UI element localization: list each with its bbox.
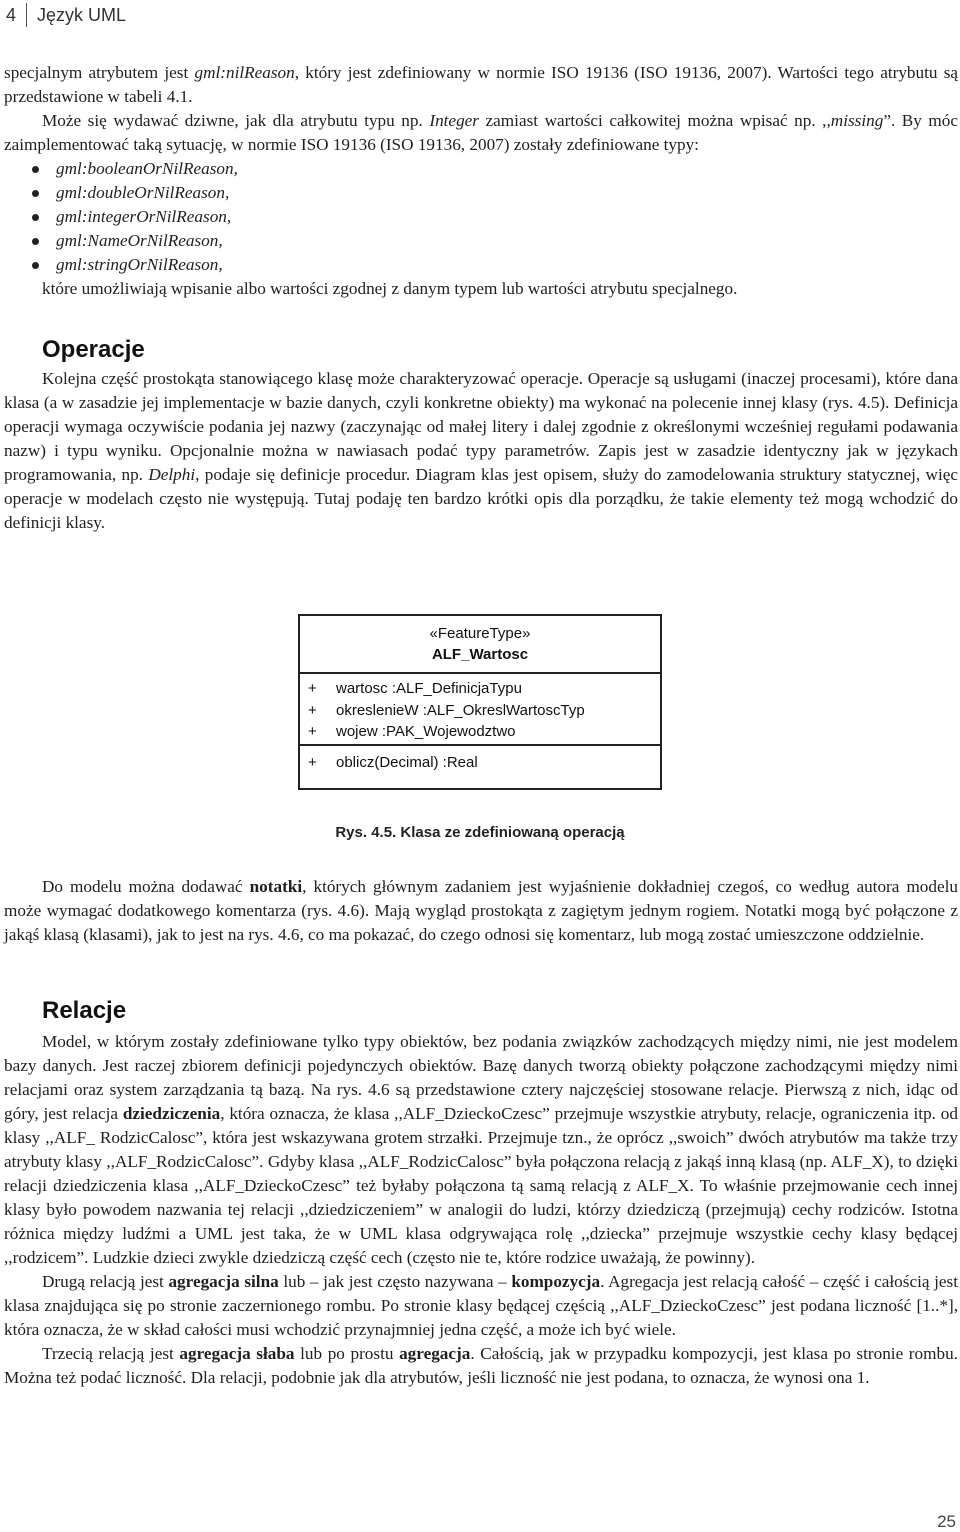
bold-term: agregacja <box>399 1344 471 1363</box>
uml-class-header <box>300 616 660 674</box>
section-heading-relacje: Relacje <box>42 997 127 1024</box>
uml-attributes <box>300 674 660 746</box>
bold-term: agregacja silna <box>168 1272 279 1291</box>
footer-page-number: 25 <box>937 1512 956 1531</box>
inline-term: Delphi <box>148 465 196 484</box>
paragraph: specjalnym atrybutem jest gml:nilReason, który jest zdefiniowany w normie ISO 19136 (ISO 19136, 2007). Wartości tego atrybutu są przedstawione w tabeli 4.1. <box>4 63 959 106</box>
uml-class-name: ALF_Wartosc <box>431 646 529 663</box>
notatki-section <box>4 875 958 947</box>
uml-stereotype: «FeatureType» <box>429 625 531 642</box>
inline-term: missing <box>830 111 884 130</box>
type-list <box>4 157 958 277</box>
inline-term: gml:nilReason <box>194 63 295 82</box>
figure-caption: Rys. 4.5. Klasa ze zdefiniowaną operacją <box>335 824 625 841</box>
list-item: gml:booleanOrNilReason, <box>32 157 958 181</box>
list-item: gml:integerOrNilReason, <box>32 205 958 229</box>
uml-operation-row <box>300 752 660 774</box>
paragraph: Trzecią relacją jest agregacja słaba lub po prostu agregacja. Całością, jak w przypadku kompozycji, jest klasa po stronie rombu. Można też podać liczność. Dla relacji, podobnie jak dla atrybutów, jeśli liczność nie jest podana, to oznacza, że wynosi ona 1. <box>4 1344 958 1387</box>
operacje-section <box>4 367 958 535</box>
uml-attribute-row <box>300 721 660 743</box>
header-chapter-title: Język UML <box>37 4 127 25</box>
header-page-number: 4 <box>6 4 17 25</box>
visibility-marker: + <box>308 701 317 719</box>
bold-term: notatki <box>249 877 303 896</box>
bold-term: kompozycja <box>511 1272 601 1291</box>
list-item: gml:doubleOrNilReason, <box>32 181 958 205</box>
attribute-text: okreslenieW :ALF_OkreslWartoscTyp <box>336 701 585 719</box>
uml-attribute-row <box>300 678 660 700</box>
bold-term: dziedziczenia <box>122 1104 221 1123</box>
list-item: gml:NameOrNilReason, <box>32 229 958 253</box>
paragraph: które umożliwiają wpisanie albo wartości zgodnej z danym typem lub wartości atrybutu specjalnego. <box>42 279 738 298</box>
attribute-text: wojew :PAK_Wojewodztwo <box>336 723 516 740</box>
attribute-text: wartosc :ALF_DefinicjaTypu <box>336 680 522 697</box>
uml-class-box <box>298 614 662 790</box>
bold-term: agregacja słaba <box>179 1344 295 1363</box>
uml-attribute-row <box>300 700 660 722</box>
header-divider <box>26 3 27 27</box>
relacje-section <box>4 1030 958 1390</box>
section-heading-operacje: Operacje <box>42 336 145 363</box>
paragraph: Model, w którym zostały zdefiniowane tylko typy obiektów, bez podania związków zachodzących między nimi, nie jest modelem bazy danych. Jest raczej zbiorem definicji pojedynczych obiektów. Bazę danych tworzą obiekty połączone zachodzącymi między nimi relacjami oraz system zarządzania tą bazą. Na rys. 4.6 są przedstawione cztery najczęściej stosowane relacje. Pierwszą z nich, idąc od góry, jest relacja dziedziczenia, która oznacza, że klasa ,,ALF_DzieckoCzesc” przejmuje wszystkie atrybuty, relacje, ograniczenia itp. od klasy ,,ALF_ RodzicCalosc”, która jest wskazywana grotem strzałki. Przejmuje tzn., że oprócz ,,swoich” dwóch atrybutów ma także trzy atrybuty klasy ,,ALF_RodzicCalosc”. Gdyby klasa ,,ALF_RodzicCalosc” była połączona relacją z jakąś inną klasą (np. ALF_X), to dzięki relacji dziedziczenia klasa ,,ALF_DzieckoCzesc” też byłaby połączona tą samą relacją z ALF_X. To właśnie przejmowanie cech innej klasy było powodem nazwania tej relacji ,,dziedziczeniem” w analogii do ludzi, którzy dziedziczą (przejmują) cechy rodziców. Istotna różnica między ludźmi a UML jest taka, że w UML klasa odgrywająca rolę ,,dziecka” przejmuje wszystkie cechy klasy będącej ,,rodzicem”. Ludzkie dzieci zwykle dziedziczą część cech (często nie te, które rodzice uważają, że powinny). <box>4 1032 958 1267</box>
paragraph: Może się wydawać dziwne, jak dla atrybutu typu np. Integer zamiast wartości całkowitej można wpisać np. ,,missing”. By móc zaimplementować taką sytuację, w normie ISO 19136 (ISO 19136, 2007) zostały zdefiniowane typy: <box>4 111 958 154</box>
paragraph: Kolejna część prostokąta stanowiącego klasę może charakteryzować operacje. Operacje są usługami (inaczej procesami), które dana klasa (a w zasadzie jej implementacje w bazie danych, czyli konkretne obiekty) ma wykonać na polecenie innej klasy (rys. 4.5). Definicja operacji wymaga oczywiście podania jej nazwy (zaczynając od małej litery i dalej zgodnie z określonymi wcześniej regułami podawania nazw) i typu wyniku. Opcjonalnie można w nawiasach podać typy parametrów. Zapis jest w zasadzie identyczny jak w językach programowania, np. Delphi, podaje się definicje procedur. Diagram klas jest opisem, służy do zamodelowania struktury statycznej, więc operacje w modelach często nie występują. Tutaj podaję ten bardzo krótki opis dla porządku, że takie elementy też mogą wchodzić do definicji klasy. <box>4 369 958 532</box>
running-header <box>6 2 126 28</box>
visibility-marker: + <box>308 723 317 740</box>
paragraph: Do modelu można dodawać notatki, których głównym zadaniem jest wyjaśnienie dokładniej czegoś, co według autora modelu może wymagać dodatkowego komentarza (rys. 4.6). Mają wygląd prostokąta z zagiętym jednym rogiem. Notatki mogą być połączone z jakąś klasą (klasami), jak to jest na rys. 4.6, co ma pokazać, do czego odnosi się komentarz, lub mogą zostać umieszczone oddzielnie. <box>4 877 958 944</box>
list-item: gml:stringOrNilReason, <box>32 253 958 277</box>
visibility-marker: + <box>308 680 317 697</box>
visibility-marker: + <box>308 754 317 771</box>
intro-section <box>4 61 958 301</box>
uml-operations <box>300 746 660 774</box>
inline-term: Integer <box>429 111 479 130</box>
operation-text: oblicz(Decimal) :Real <box>336 754 478 771</box>
paragraph: Drugą relacją jest agregacja silna lub – jak jest często nazywana – kompozycja. Agregacja jest relacją całość – część i całością jest klasa znajdująca się po stronie zaczernionego rombu. Po stronie klasy będącej częścią ,,ALF_DzieckoCzesc” jest podana liczność [1..*], która oznacza, że w skład całości musi wchodzić przynajmniej jedna część, a może ich być wiele. <box>4 1272 958 1339</box>
